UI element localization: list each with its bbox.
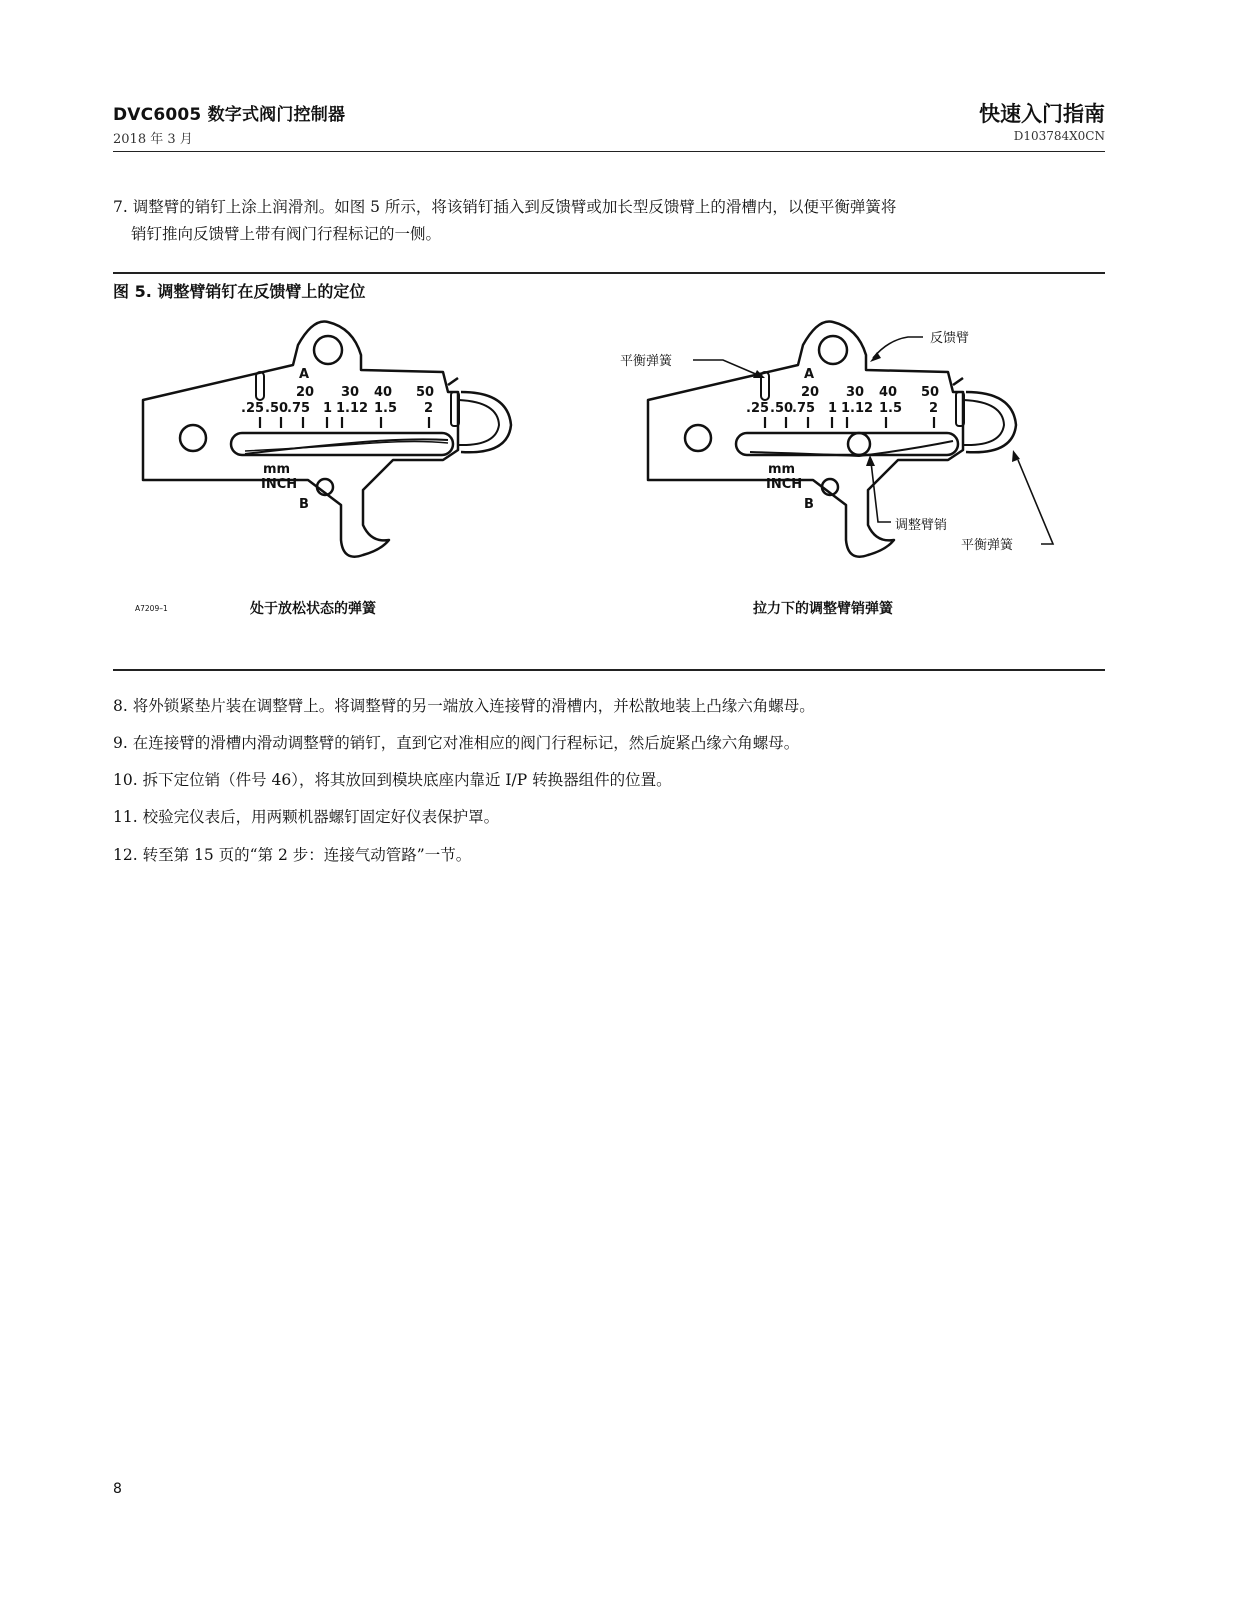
unit-inch-label-right: INCH <box>766 477 803 492</box>
publish-date: 2018 年 3 月 <box>113 132 193 147</box>
scale-ticks-left <box>260 417 429 428</box>
figure-top-rule <box>113 272 1105 274</box>
step-7-line-2: 销钉推向反馈臂上带有阀门行程标记的一侧。 <box>131 225 442 243</box>
document-code: D103784X0CN <box>1013 129 1105 143</box>
mm-tick-40: 40 <box>374 385 393 400</box>
unit-mm-label: mm <box>263 462 291 477</box>
callout-balance-spring-bottom: 平衡弹簧 <box>961 538 1014 553</box>
header-divider <box>113 151 1105 152</box>
mm-tick-50-right: 50 <box>921 385 940 400</box>
step-10: 10. 拆下定位销（件号 46），将其放回到模块底座内靠近 I/P 转换器组件的位置。 <box>113 771 672 789</box>
product-title: DVC6005 数字式阀门控制器 <box>113 105 346 125</box>
step-8: 8. 将外锁紧垫片装在调整臂上。将调整臂的另一端放入连接臂的滑槽内，并松散地装上凸缘六角螺母。 <box>113 697 815 715</box>
figure-5-drawing <box>113 300 1105 660</box>
mm-tick-20-right: 20 <box>801 385 820 400</box>
inch-tick-1-right: 1 <box>828 401 838 416</box>
inch-tick-050-right: .50 <box>770 401 794 416</box>
figure-title: 图 5. 调整臂销钉在反馈臂上的定位 <box>113 282 366 301</box>
letter-a-label-right: A <box>804 367 815 382</box>
inch-tick-112: 1.12 <box>336 401 369 416</box>
step-9: 9. 在连接臂的滑槽内滑动调整臂的销钉，直到它对准相应的阀门行程标记，然后旋紧凸缘六角螺母。 <box>113 734 800 752</box>
inch-tick-075: .75 <box>287 401 311 416</box>
inch-tick-050: .50 <box>265 401 289 416</box>
unit-mm-label-right: mm <box>768 462 796 477</box>
inch-tick-1: 1 <box>323 401 333 416</box>
mm-tick-50: 50 <box>416 385 435 400</box>
feedback-arm-right <box>648 321 1016 556</box>
guide-title: 快速入门指南 <box>979 102 1105 126</box>
mm-tick-40-right: 40 <box>879 385 898 400</box>
step-7 <box>113 194 1103 248</box>
callout-feedback-arm: 反馈臂 <box>930 331 970 346</box>
letter-b-label-right: B <box>804 497 814 512</box>
page-number: 8 <box>113 1481 122 1497</box>
step-12: 12. 转至第 15 页的“第 2 步：连接气动管路”一节。 <box>113 846 472 864</box>
step-11: 11. 校验完仪表后，用两颗机器螺钉固定好仪表保护罩。 <box>113 808 500 826</box>
inch-tick-025: .25 <box>241 401 265 416</box>
figure-bottom-rule <box>113 669 1105 671</box>
right-caption: 拉力下的调整臂销弹簧 <box>753 601 893 617</box>
feedback-arm-left <box>143 321 511 556</box>
mm-tick-20: 20 <box>296 385 315 400</box>
drawing-code: A7209–1 <box>135 604 168 613</box>
inch-tick-112-right: 1.12 <box>841 401 874 416</box>
letter-b-label: B <box>299 497 309 512</box>
inch-tick-2-right: 2 <box>929 401 939 416</box>
inch-tick-15: 1.5 <box>374 401 398 416</box>
inch-tick-025-right: .25 <box>746 401 770 416</box>
callout-leaders <box>693 337 1053 544</box>
callout-labels <box>620 330 1014 553</box>
unit-inch-label: INCH <box>261 477 298 492</box>
inch-tick-15-right: 1.5 <box>879 401 903 416</box>
inch-tick-075-right: .75 <box>792 401 816 416</box>
mm-tick-30-right: 30 <box>846 385 865 400</box>
mm-tick-30: 30 <box>341 385 360 400</box>
callout-adjust-pin: 调整臂销 <box>895 518 948 533</box>
step-7-line-1: 7. 调整臂的销钉上涂上润滑剂。如图 5 所示，将该销钉插入到反馈臂或加长型反馈臂上的滑槽内，以便平衡弹簧将 <box>113 198 897 216</box>
scale-labels-right <box>746 367 939 512</box>
scale-ticks-right <box>765 417 934 428</box>
inch-tick-2: 2 <box>424 401 434 416</box>
figure-captions <box>135 600 894 617</box>
left-caption: 处于放松状态的弹簧 <box>250 601 376 617</box>
callout-balance-spring-top: 平衡弹簧 <box>620 354 673 369</box>
letter-a-label: A <box>299 367 310 382</box>
